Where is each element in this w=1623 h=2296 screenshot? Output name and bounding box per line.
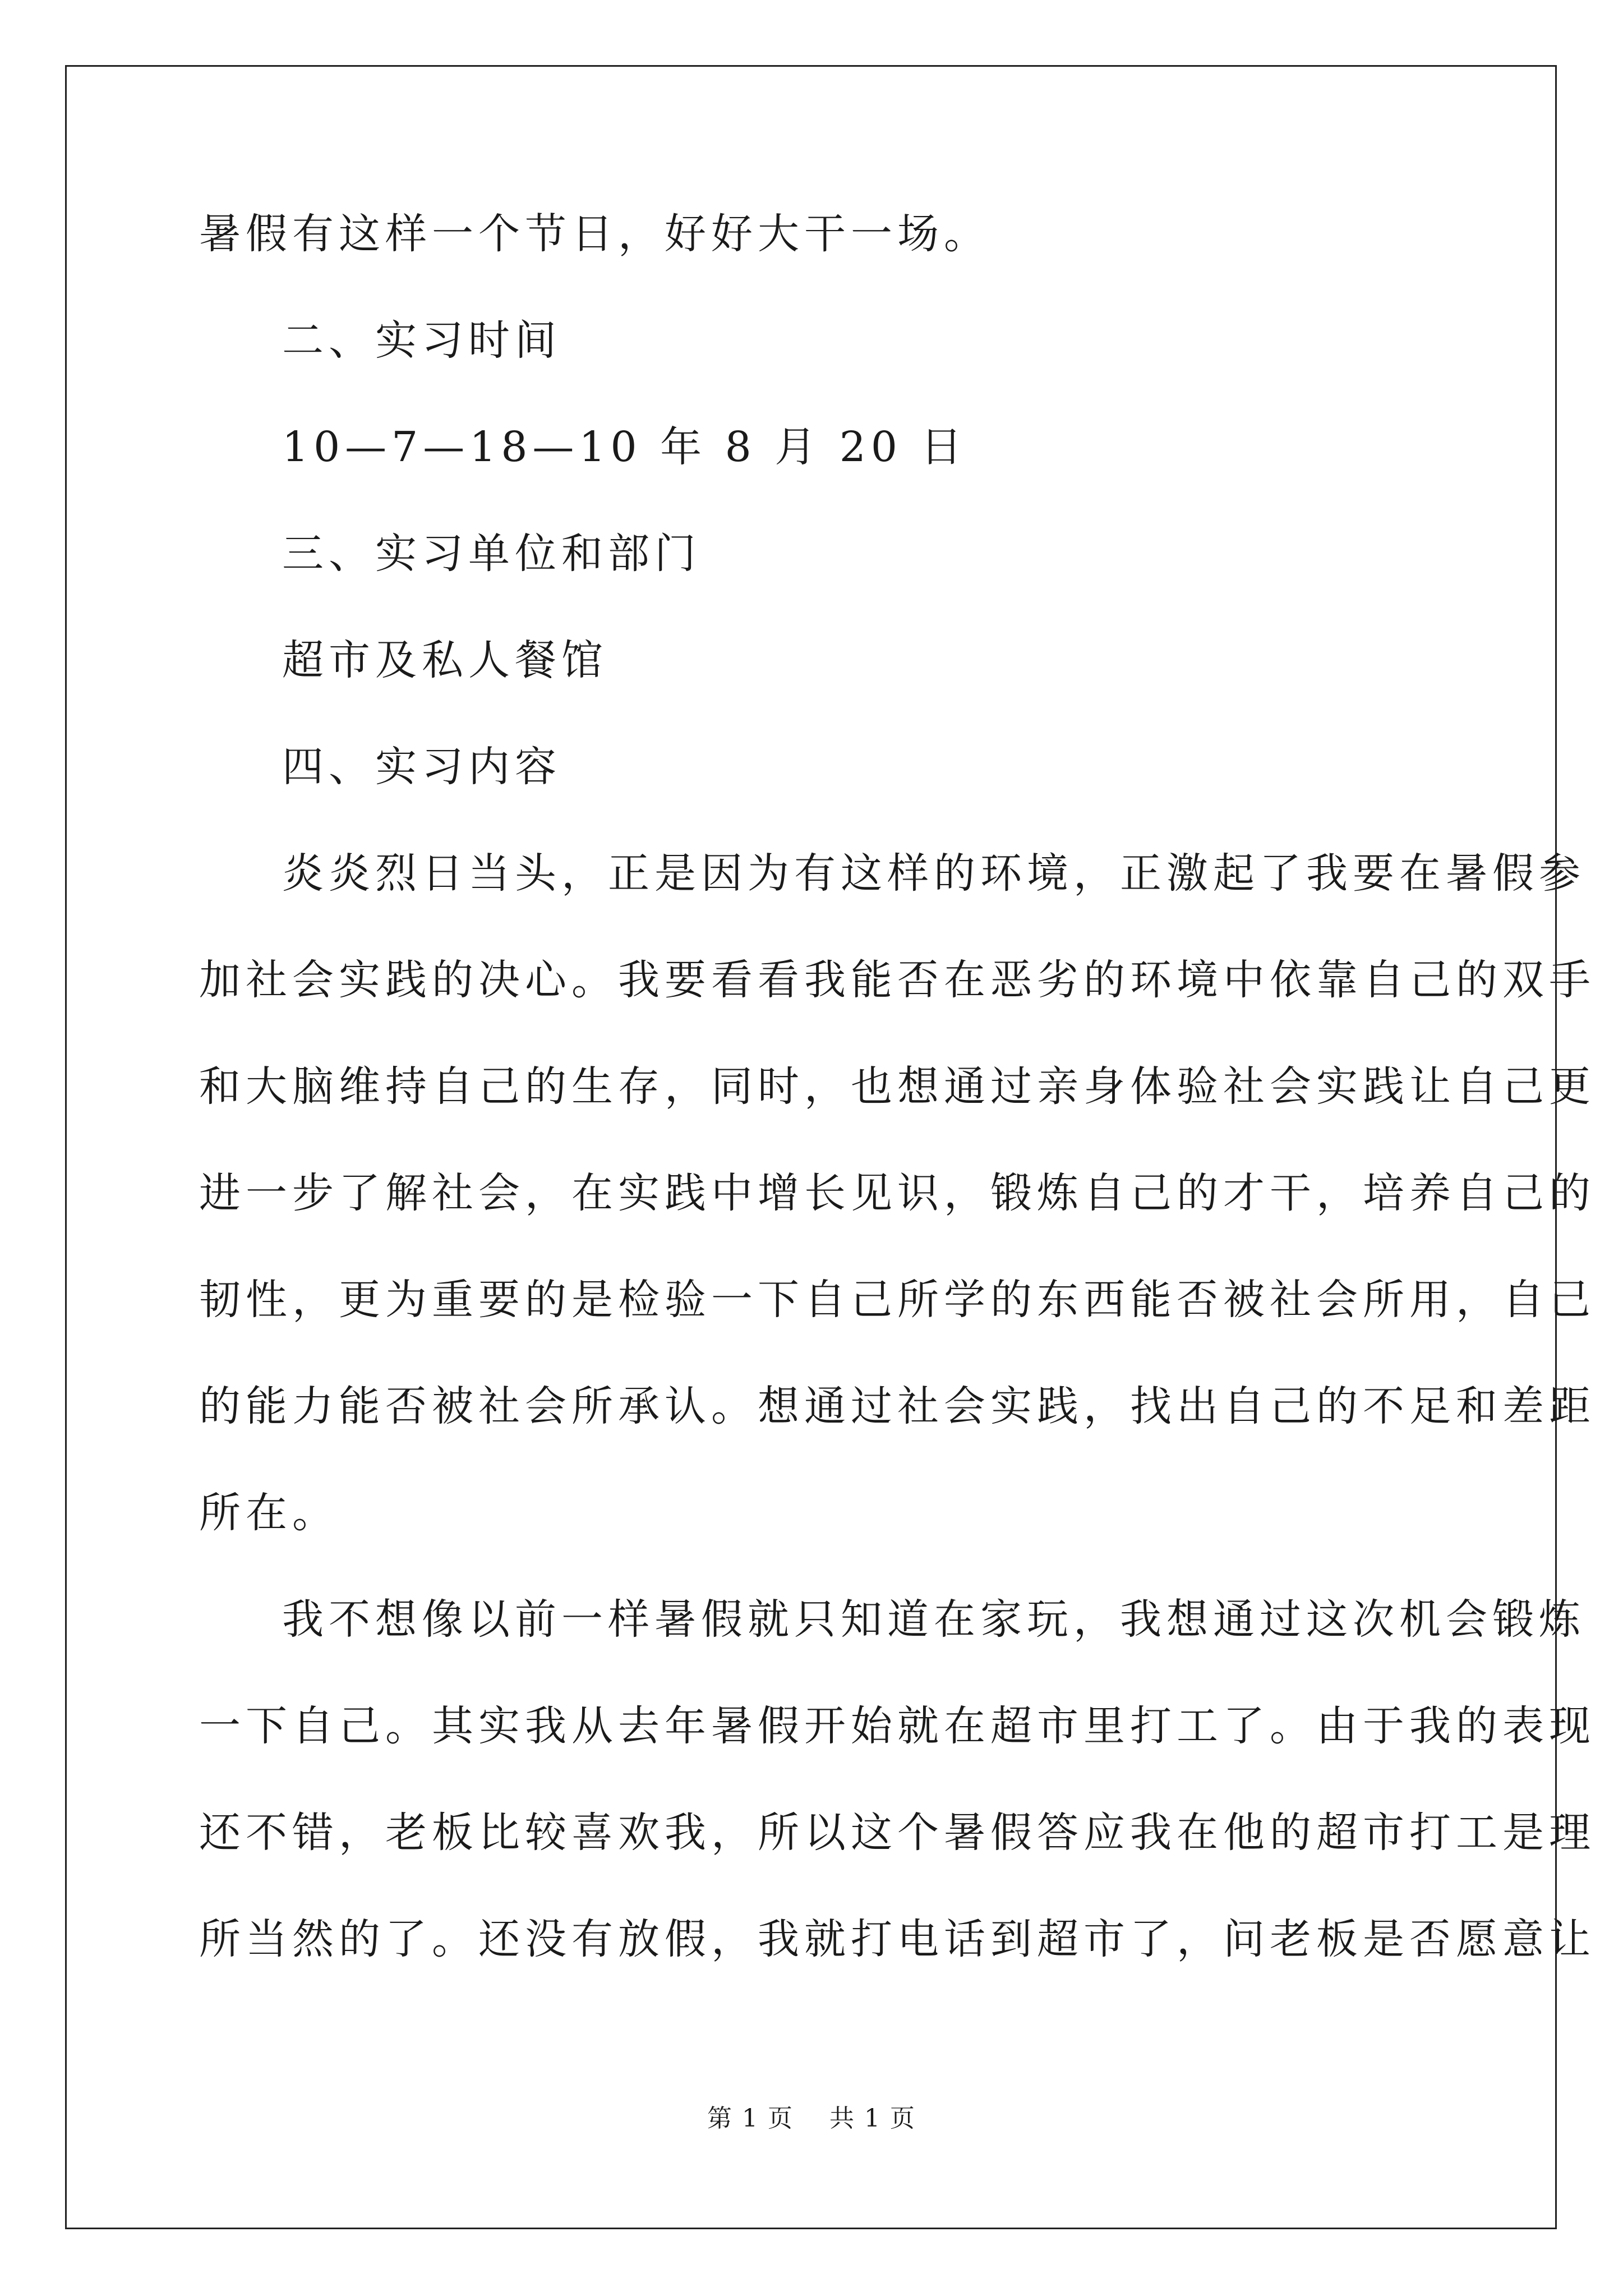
body-line: 还不错，老板比较喜欢我，所以这个暑假答应我在他的超市打工是理 bbox=[199, 1809, 1596, 1857]
body-line: 所当然的了。还没有放假，我就打电话到超市了，问老板是否愿意让 bbox=[199, 1915, 1596, 1963]
body-line: 所在。 bbox=[199, 1489, 339, 1537]
body-line: 我不想像以前一样暑假就只知道在家玩，我想通过这次机会锻炼 bbox=[282, 1595, 1585, 1644]
body-line: 炎炎烈日当头，正是因为有这样的环境，正激起了我要在暑假参 bbox=[282, 849, 1585, 898]
body-line: 一下自己。其实我从去年暑假开始就在超市里打工了。由于我的表现 bbox=[199, 1702, 1596, 1750]
internship-unit: 超市及私人餐馆 bbox=[282, 636, 608, 684]
section-heading-content: 四、实习内容 bbox=[282, 743, 561, 791]
page-border bbox=[65, 65, 1557, 2229]
body-line: 加社会实践的决心。我要看看我能否在恶劣的环境中依靠自己的双手 bbox=[199, 956, 1596, 1004]
section-heading-time: 二、实习时间 bbox=[282, 316, 561, 365]
body-line: 暑假有这样一个节日，好好大干一场。 bbox=[199, 210, 990, 258]
body-line: 进一步了解社会，在实践中增长见识，锻炼自己的才干，培养自己的 bbox=[199, 1169, 1596, 1217]
body-line: 和大脑维持自己的生存，同时，也想通过亲身体验社会实践让自己更 bbox=[199, 1062, 1596, 1111]
internship-dates: 10—7—18—10 年 8 月 20 日 bbox=[282, 423, 967, 471]
section-heading-unit: 三、实习单位和部门 bbox=[282, 530, 701, 578]
body-line: 韧性，更为重要的是检验一下自己所学的东西能否被社会所用，自己 bbox=[199, 1276, 1596, 1324]
page-number-footer: 第 1 页 共 1 页 bbox=[707, 2104, 916, 2133]
body-line: 的能力能否被社会所承认。想通过社会实践，找出自己的不足和差距 bbox=[199, 1382, 1596, 1430]
